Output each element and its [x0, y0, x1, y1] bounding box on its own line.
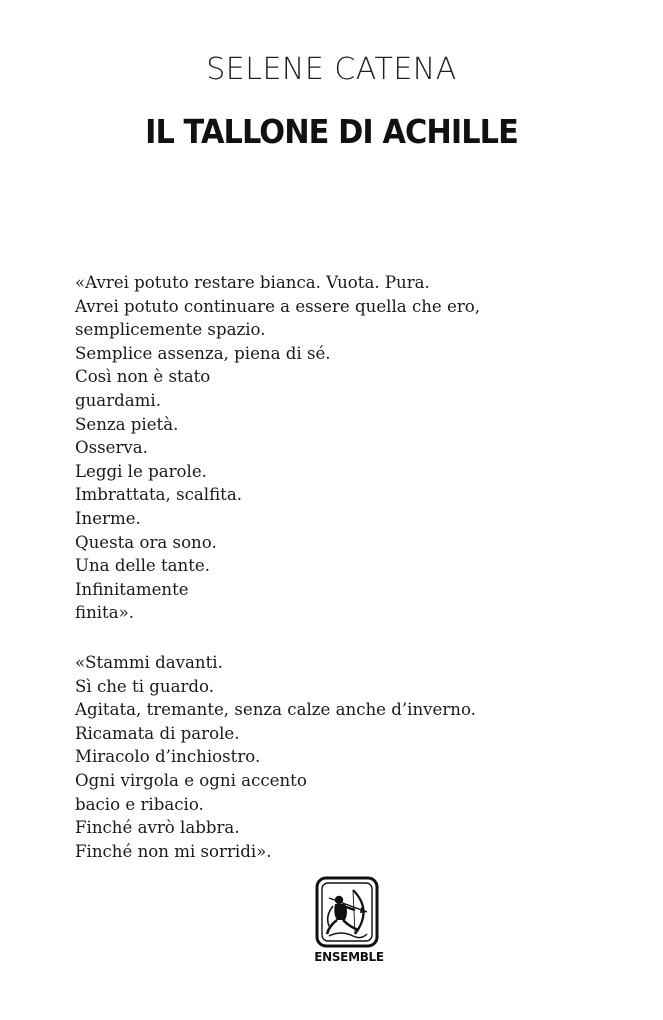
- poem-line: Finché non mi sorridi».: [75, 841, 272, 861]
- poem-stanza-1: [75, 271, 480, 625]
- poem-line: Ricamata di parole.: [75, 723, 240, 743]
- poem-line: Finché avrò labbra.: [75, 818, 240, 838]
- poem-line: Sì che ti guardo.: [75, 676, 215, 696]
- poem-line: Inerme.: [75, 508, 141, 528]
- poem-line: Imbrattata, scalfita.: [75, 485, 242, 505]
- poem-line: Osserva.: [75, 438, 148, 458]
- poem-line: Ogni virgola e ogni accento: [75, 770, 307, 790]
- poem-line: Leggi le parole.: [75, 461, 207, 481]
- poem-line: Senza pietà.: [75, 414, 179, 434]
- author-name: SELENE CATENA: [206, 52, 457, 87]
- poem-line: Agitata, tremante, senza calze anche d’inverno.: [75, 700, 476, 720]
- poem-line: Una delle tante.: [75, 556, 211, 576]
- poem-line: finita».: [75, 603, 135, 623]
- poem-line: Infinitamente: [75, 579, 189, 599]
- publisher-name: ENSEMBLE: [314, 950, 384, 964]
- poem-line: guardami.: [75, 390, 161, 410]
- publisher-logo: [312, 876, 392, 970]
- poem-line: bacio e ribacio.: [75, 794, 204, 814]
- poem-line: Avrei potuto continuare a essere quella che ero,: [75, 296, 481, 316]
- poem-line: Semplice assenza, piena di sé.: [75, 343, 331, 363]
- book-title: IL TALLONE DI ACHILLE: [145, 112, 518, 151]
- poem-line: semplicemente spazio.: [75, 320, 266, 340]
- poem-line: «Avrei potuto restare bianca. Vuota. Pura.: [75, 273, 430, 292]
- poem-line: «Stammi davanti.: [75, 653, 223, 672]
- poem-line: Così non è stato: [75, 367, 211, 387]
- poem-line: Questa ora sono.: [75, 532, 217, 552]
- poem-stanza-2: [75, 651, 476, 863]
- poem-line: Miracolo d’inchiostro.: [75, 747, 261, 767]
- archer-emblem-icon: [315, 876, 379, 948]
